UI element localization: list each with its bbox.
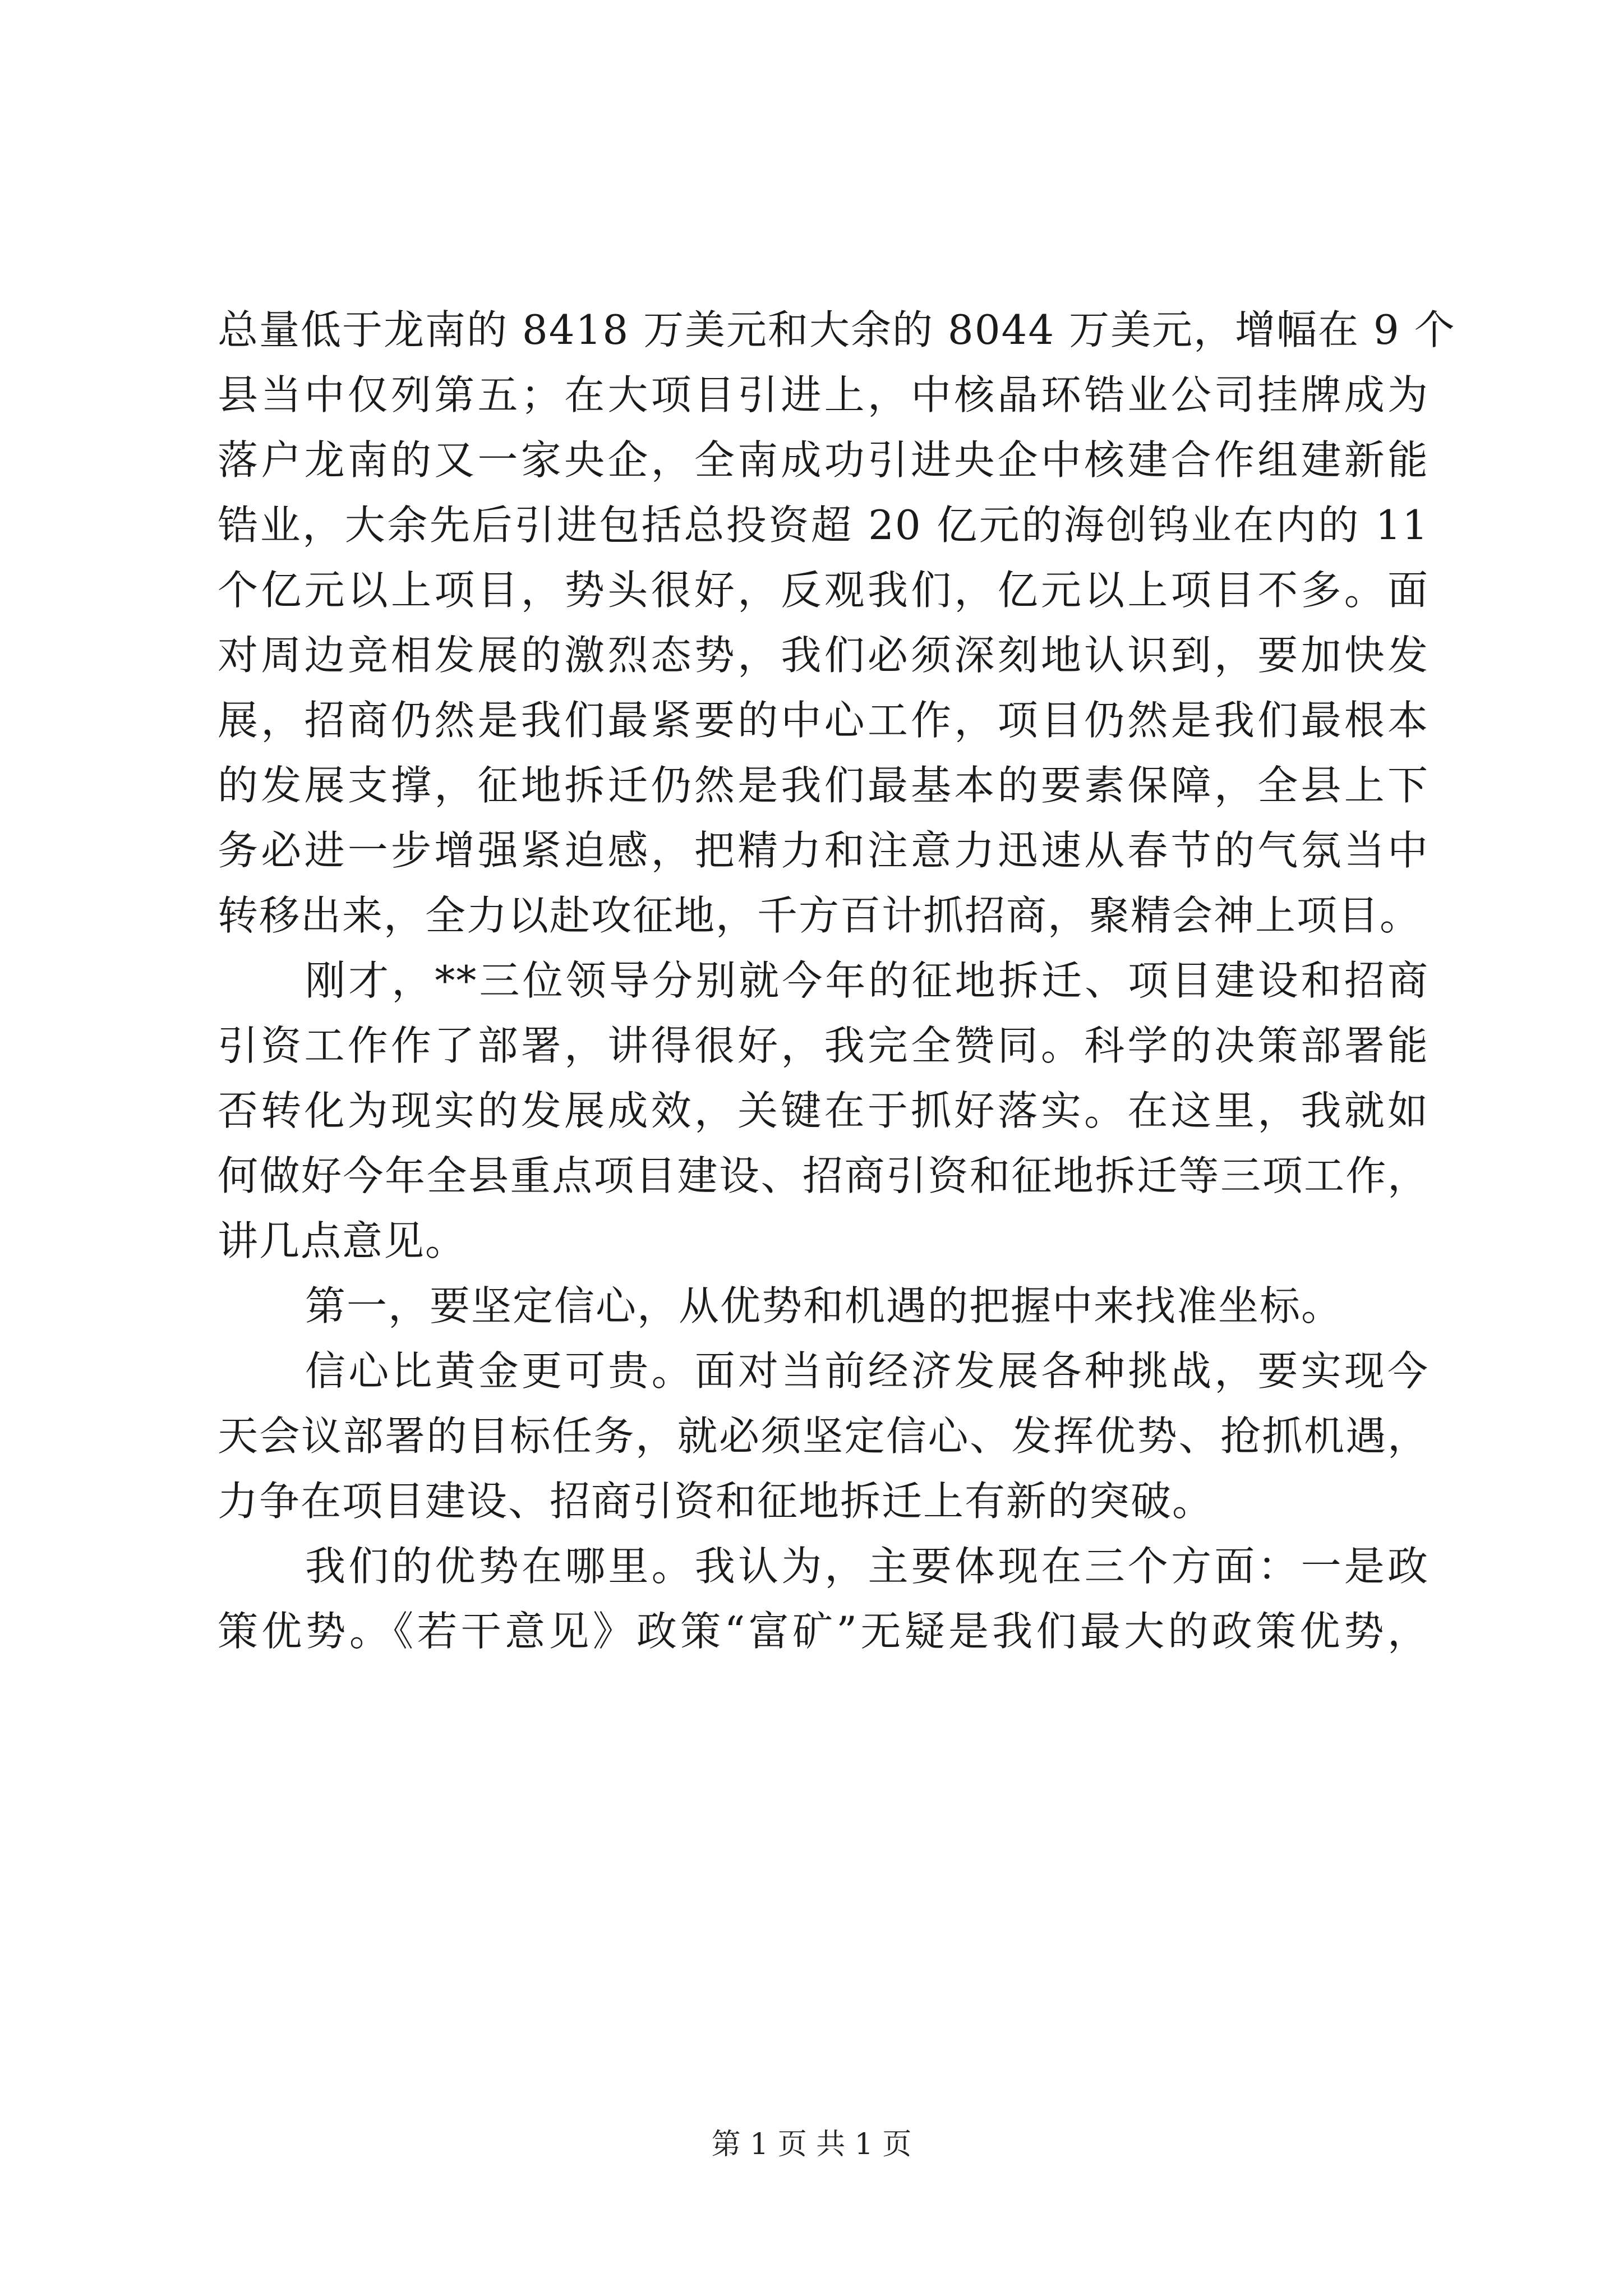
- text-line: 转移出来，全力以赴攻征地，千方百计抓招商，聚精会神上项目。: [218, 892, 1422, 939]
- text-line: 引资工作作了部署，讲得很好，我完全赞同。科学的决策部署能: [218, 1022, 1429, 1069]
- text-line: 务必进一步增强紧迫感，把精力和注意力迅速从春节的气氛当中: [218, 827, 1429, 874]
- text-line: 落户龙南的又一家央企，全南成功引进央企中核建合作组建新能: [218, 436, 1429, 484]
- page-footer: 第 1 页 共 1 页: [711, 2128, 912, 2161]
- text-line: 信心比黄金更可贵。面对当前经济发展各种挑战，要实现今: [305, 1347, 1429, 1395]
- body-text: [218, 297, 1456, 1664]
- text-line: 第一，要坚定信心，从优势和机遇的把握中来找准坐标。: [305, 1282, 1343, 1329]
- text-line: 策优势。《若干意见》政策“富矿”无疑是我们最大的政策优势，: [218, 1608, 1429, 1655]
- text-line: 何做好今年全县重点项目建设、招商引资和征地拆迁等三项工作，: [218, 1152, 1429, 1199]
- text-line: 天会议部署的目标任务，就必须坚定信心、发挥优势、抢抓机遇，: [218, 1412, 1429, 1460]
- text-line: 我们的优势在哪里。我认为，主要体现在三个方面：一是政: [305, 1543, 1429, 1590]
- text-line: 展，招商仍然是我们最紧要的中心工作，项目仍然是我们最根本: [218, 697, 1429, 744]
- text-line: 个亿元以上项目，势头很好，反观我们，亿元以上项目不多。面: [218, 567, 1429, 614]
- text-line: 锆业，大余先后引进包括总投资超 20 亿元的海创钨业在内的 11: [218, 501, 1429, 549]
- text-line: 总量低于龙南的 8418 万美元和大余的 8044 万美元，增幅在 9 个: [218, 306, 1456, 353]
- text-line: 的发展支撑，征地拆迁仍然是我们最基本的要素保障，全县上下: [218, 762, 1429, 809]
- text-line: 否转化为现实的发展成效，关键在于抓好落实。在这里，我就如: [218, 1087, 1429, 1134]
- text-line: 讲几点意见。: [218, 1217, 467, 1264]
- text-line: 刚才，**三位领导分别就今年的征地拆迁、项目建设和招商: [305, 957, 1429, 1004]
- text-line: 力争在项目建设、招商引资和征地拆迁上有新的突破。: [218, 1478, 1214, 1525]
- text-line: 对周边竞相发展的激烈态势，我们必须深刻地认识到，要加快发: [218, 632, 1429, 679]
- text-line: 县当中仅列第五；在大项目引进上，中核晶环锆业公司挂牌成为: [218, 371, 1429, 418]
